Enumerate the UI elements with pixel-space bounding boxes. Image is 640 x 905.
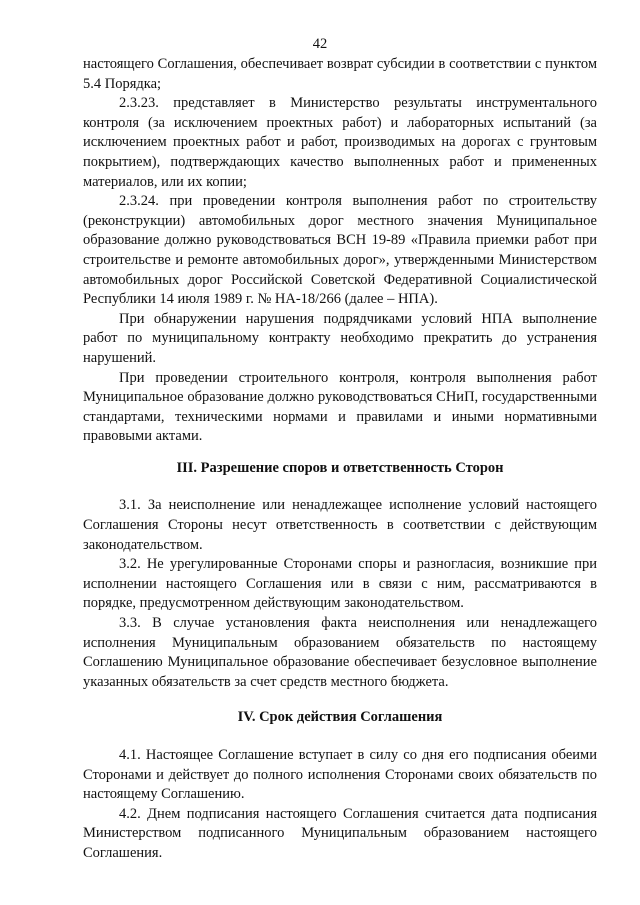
paragraph-4-1: 4.1. Настоящее Соглашение вступает в силу со дня его подписания обеими Сторонами и действует до полного исполнения Сторонами своих обязательств по настоящему Соглашению. bbox=[83, 747, 597, 803]
section-3-heading: III. Разрешение споров и ответственность Сторон bbox=[176, 459, 504, 476]
section-4-heading: IV. Срок действия Соглашения bbox=[237, 709, 443, 726]
paragraph-4-2: 4.2. Днем подписания настоящего Соглашения считается дата подписания Министерством подписанного Муниципальным образованием настоящего Соглашения. bbox=[83, 805, 597, 861]
paragraph-3-2: 3.2. Не урегулированные Сторонами споры и разногласия, возникшие при исполнении настоящего Соглашения или в связи с ним, рассматриваются в порядке, предусмотренном действующим законодательством. bbox=[83, 556, 597, 612]
paragraph-3-1: 3.1. За неисполнение или ненадлежащее исполнение условий настоящего Соглашения Стороны несут ответственность в соответствии с действующим законодательством. bbox=[83, 497, 597, 553]
paragraph-npa-violation: При обнаружении нарушения подрядчиками условий НПА выполнение работ по муниципальному контракту необходимо прекратить до устранения нарушений. bbox=[83, 310, 597, 366]
paragraph-2-3-24: 2.3.24. при проведении контроля выполнения работ по строительству (реконструкции) автомобильных дорог местного значения Муниципальное образование должно руководствоваться ВСН 19-89 «Правила приемки работ при строительстве и ремонте автомобильных дорог», утвержденными Министерством автомобильных дорог Российской Советской Федеративной Социалистической Республики 14 июля 1989 г. № НА-18/266 (далее – НПА). bbox=[83, 193, 597, 308]
paragraph-3-3: 3.3. В случае установления факта неисполнения или ненадлежащего исполнения Муниципальным образованием обязательств по настоящему Соглашению Муниципальное образование обеспечивает безусловное выполнение указанных обязательств за счет средств местного бюджета. bbox=[83, 615, 597, 690]
document-body bbox=[83, 55, 597, 864]
paragraph-construction-control: При проведении строительного контроля, контроля выполнения работ Муниципальное образование должно руководствоваться СНиП, государственными стандартами, техническими нормами и правилами и иными нормативными правовыми актами. bbox=[83, 369, 597, 445]
page-number: 42 bbox=[312, 36, 328, 52]
paragraph-continuation: настоящего Соглашения, обеспечивает возврат субсидии в соответствии с пунктом 5.4 Порядка; bbox=[83, 56, 597, 92]
paragraph-2-3-23: 2.3.23. представляет в Министерство результаты инструментального контроля (за исключением проектных работ) и лабораторных испытаний (за исключением проектных работ и работ, производимых на дорогах с грунтовым покрытием), подтверждающих качество выполненных работ и примененных материалов, или их копии; bbox=[83, 95, 597, 190]
